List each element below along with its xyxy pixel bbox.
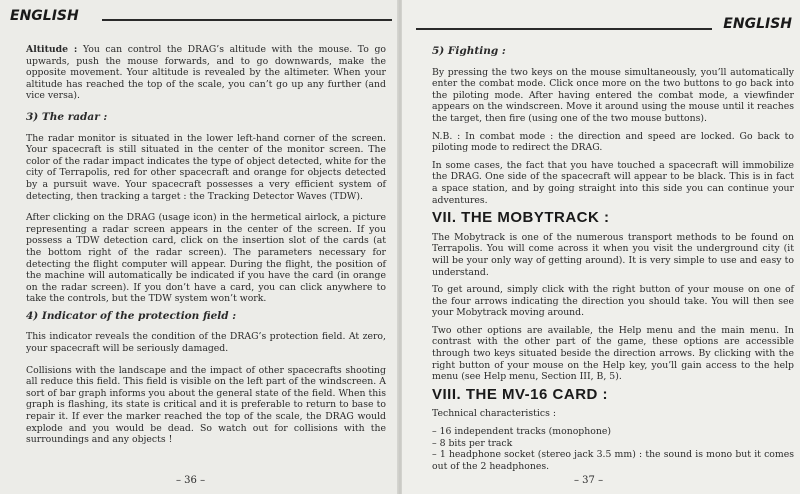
left-page-header [4,4,396,30]
altitude-text: You can control the DRAG’s altitude with the mouse. To go upwards, push the mouse forwards, and to go downwards, make the opposite movement. Your altitude is revealed by the altimeter. When your altitude has reached the top of the scale, you can’t go up any further (and vice versa). [26,44,387,102]
radar-paragraph: After clicking on the DRAG (usage icon) in the hermetical airlock, a picture representing a radar screen appears in the center of the screen. If you possess a TDW detection card, click on the insertion slot of the cards (at the bottom right of the radar screen). The parameters necessary for detecting the flight computer will appear. During the flight, the position of the machine will automatically be indicated if you have the card (in orange on the radar screen). If you don’t have a card, you can click anywhere to take the controls, but the TDW system won’t work. [26,212,386,305]
fighting-heading: 5) Fighting : [432,45,506,57]
altitude-paragraph [26,44,386,102]
header-rule [416,28,712,30]
mv16-spec-list [432,426,794,472]
mobytrack-heading: VII. THE MOBYTRACK : [432,209,610,227]
right-page-body [432,46,794,472]
mobytrack-paragraph: Two other options are available, the Help menu and the main menu. In contrast with the other part of the game, these options are accessible through two keys situated beside the direction arrows. By clicking with the right button of your mouse on the Help key, you’ll gain access to the help menu (see Help menu, Section III, B, 5). [432,324,794,383]
mv16-intro: Technical characteristics : [432,408,556,420]
altitude-label: Altitude : [26,44,78,55]
language-label: ENGLISH [723,16,792,32]
indicator-heading: 4) Indicator of the protection field : [26,309,237,322]
fighting-paragraph: N.B. : In combat mode : the direction and speed are locked. Go back to piloting mode to redirect the DRAG. [432,130,794,154]
radar-paragraph: The radar monitor is situated in the lower left-hand corner of the screen. Your spacecraft is still situated in the center of the monitor screen. The color of the radar impact indicates the type of object detected, white for the city of Terrapolis, red for other spacecraft and orange for objects detected by a pursuit wave. Your spacecraft possesses a very efficient system of detecting, then tracking a target : the Tracking Detector Waves (TDW). [26,132,386,202]
language-label: ENGLISH [10,8,79,24]
list-item: – 1 headphone socket (stereo jack 3.5 mm) : the sound is mono but it comes out of the 2 headphones. [432,449,794,472]
radar-heading: 3) The radar : [26,110,108,123]
mobytrack-paragraph: To get around, simply click with the right button of your mouse on one of the four arrows indicating the direction you should take. You will then see your Mobytrack moving around. [432,284,794,319]
mv16-heading: VIII. THE MV-16 CARD : [432,385,609,403]
header-rule [102,19,392,21]
mobytrack-paragraph: The Mobytrack is one of the numerous transport methods to be found on Terrapolis. You will come across it when you visit the underground city (it will be your only way of getting around). It is very simple to use and easy to understand. [432,231,794,278]
right-page [402,0,800,494]
page-number: – 37 – [574,475,604,486]
fighting-paragraph: In some cases, the fact that you have touched a spacecraft will immobilize the DRAG. One side of the spacecraft will appear to be black. This is in fact a space station, and by going straight into this side you can continue your adventures. [432,159,794,206]
list-item: – 16 independent tracks (monophone) [432,426,611,438]
list-item: – 8 bits per track [432,437,513,449]
indicator-paragraph: This indicator reveals the condition of the DRAG’s protection field. At zero, your spacecraft will be seriously damaged. [26,331,386,355]
indicator-paragraph: Collisions with the landscape and the impact of other spacecrafts shooting all reduce this field. This field is visible on the left part of the windscreen. A sort of bar graph informs you about the general state of the field. When this graph is flashing, its state is critical and it is preferable to return to base to repair it. If ever the marker reached the top of the scale, the DRAG would explode and you would be dead. So watch out for collisions with the surroundings and any objects ! [26,364,386,446]
left-page [0,0,398,494]
page-number: – 36 – [176,475,206,486]
fighting-paragraph: By pressing the two keys on the mouse simultaneously, you’ll automatically enter the combat mode. Click once more on the two buttons to go back into the piloting mode. After having entered the combat mode, a viewfinder appears on the windscreen. Move it around using the mouse until it reaches the target, then fire (using one of the two mouse buttons). [432,66,794,124]
left-page-body [26,44,386,456]
right-page-header [402,4,796,30]
